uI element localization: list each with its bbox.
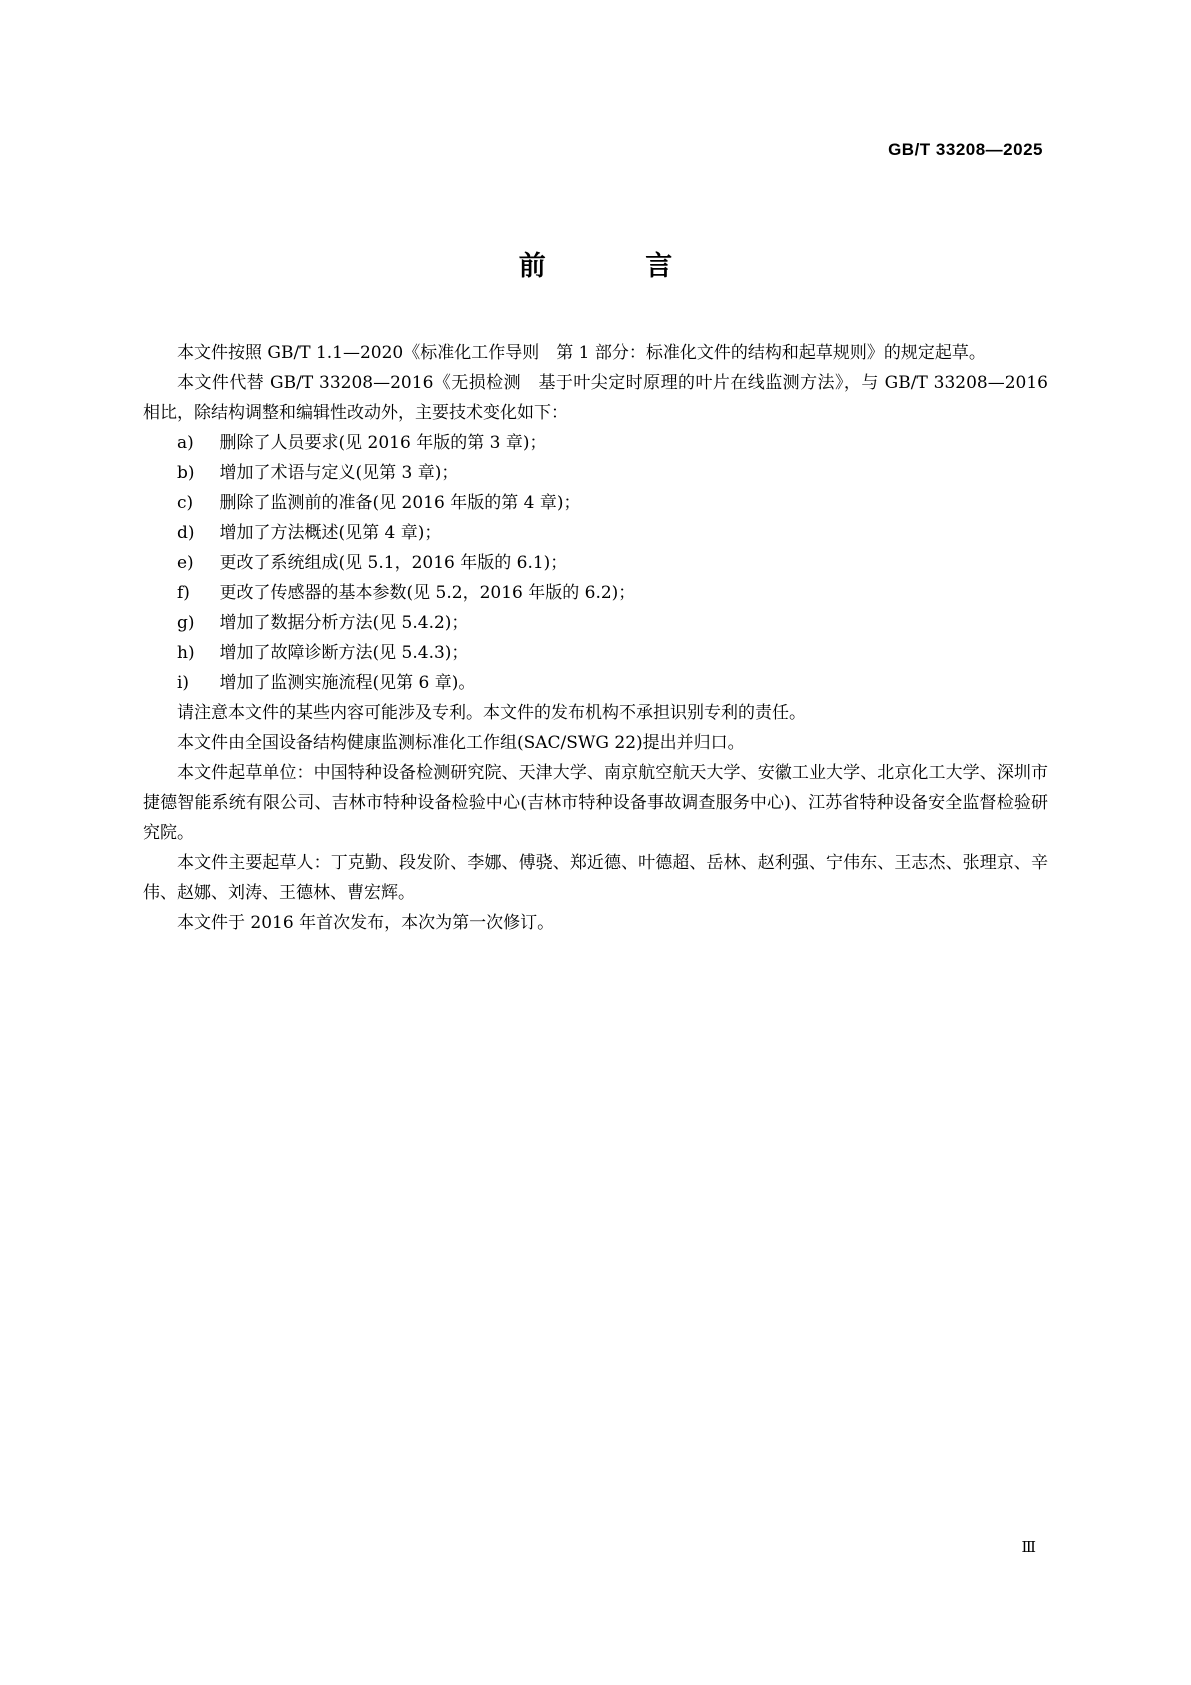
list-item [143,518,1048,548]
list-item [143,638,1048,668]
paragraph-drafters: 本文件主要起草人：丁克勤、段发阶、李娜、傅骁、郑近德、叶德超、岳林、赵利强、宁伟东、王志杰、张理京、辛伟、赵娜、刘涛、王德林、曹宏辉。 [143,853,1048,903]
list-item [143,428,1048,458]
page-number: Ⅲ [1021,1538,1036,1556]
list-marker: h) [177,643,195,663]
list-item [143,668,1048,698]
list-item-text: 增加了术语与定义(见第 3 章)； [219,463,459,483]
list-item-text: 增加了数据分析方法(见 5.4.2)； [219,613,469,633]
list-marker: g) [177,613,195,633]
list-item [143,488,1048,518]
list-item-text: 更改了系统组成(见 5.1，2016 年版的 6.1)； [219,553,568,573]
list-marker: a) [177,433,194,453]
standard-number: GB/T 33208—2025 [888,140,1043,159]
paragraph-replaces: 本文件代替 GB/T 33208—2016《无损检测 基于叶尖定时原理的叶片在线监测方法》，与 GB/T 33208—2016 相比，除结构调整和编辑性改动外，主要技术变化如下： [143,373,1048,423]
list-item [143,608,1048,638]
paragraph-proposer: 本文件由全国设备结构健康监测标准化工作组(SAC/SWG 22)提出并归口。 [177,733,745,753]
list-marker: i) [177,673,190,693]
list-marker: b) [177,463,195,483]
list-item [143,548,1048,578]
list-item [143,458,1048,488]
paragraph-patent-notice: 请注意本文件的某些内容可能涉及专利。本文件的发布机构不承担识别专利的责任。 [177,703,806,723]
paragraph-drafting-rules: 本文件按照 GB/T 1.1—2020《标准化工作导则 第 1 部分：标准化文件的结构和起草规则》的规定起草。 [177,343,986,363]
list-marker: d) [177,523,195,543]
preface-body [143,338,1048,938]
list-marker: c) [177,493,194,513]
list-item-text: 删除了监测前的准备(见 2016 年版的第 4 章)； [219,493,581,513]
list-item-text: 增加了方法概述(见第 4 章)； [219,523,442,543]
changes-list [143,428,1048,698]
list-marker: e) [177,553,194,573]
list-item-text: 增加了故障诊断方法(见 5.4.3)； [219,643,469,663]
paragraph-drafting-units: 本文件起草单位：中国特种设备检测研究院、天津大学、南京航空航天大学、安徽工业大学、北京化工大学、深圳市捷德智能系统有限公司、吉林市特种设备检验中心(吉林市特种设备事故调查服务中心)、江苏省特种设备安全监督检验研究院。 [143,763,1048,843]
list-item-text: 更改了传感器的基本参数(见 5.2，2016 年版的 6.2)； [219,583,636,603]
list-item-text: 增加了监测实施流程(见第 6 章)。 [219,673,476,693]
page-title: 前 言 [518,251,718,282]
list-marker: f) [177,583,190,603]
list-item [143,578,1048,608]
paragraph-history: 本文件于 2016 年首次发布，本次为第一次修订。 [177,913,555,933]
list-item-text: 删除了人员要求(见 2016 年版的第 3 章)； [219,433,547,453]
